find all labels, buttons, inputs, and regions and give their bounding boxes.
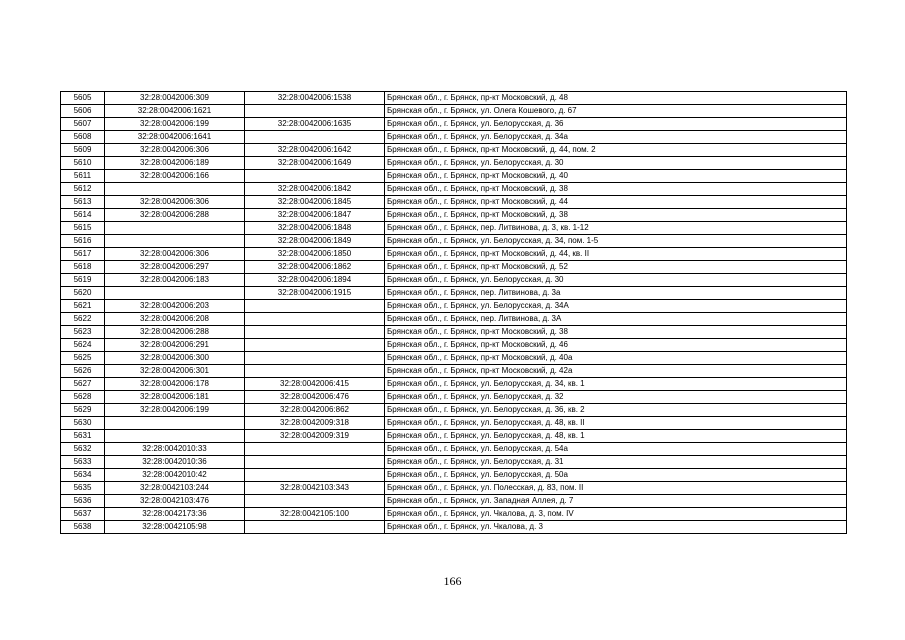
address-cell: Брянская обл., г. Брянск, пр-кт Московский, д. 52 [385,261,847,274]
building-cadastral-number-cell [245,443,385,456]
address-cell: Брянская обл., г. Брянск, пр-кт Московский, д. 40а [385,352,847,365]
row-number-cell: 5613 [61,196,105,209]
table-row [61,274,847,287]
building-cadastral-number-cell: 32:28:0042006:1849 [245,235,385,248]
building-cadastral-number-cell [245,131,385,144]
building-cadastral-number-cell [245,326,385,339]
building-cadastral-number-cell [245,456,385,469]
cadastral-number-cell: 32:28:0042006:288 [105,326,245,339]
building-cadastral-number-cell: 32:28:0042009:319 [245,430,385,443]
address-cell: Брянская обл., г. Брянск, ул. Чкалова, д. 3, пом. IV [385,508,847,521]
cadastral-number-cell: 32:28:0042105:98 [105,521,245,534]
building-cadastral-number-cell: 32:28:0042006:1848 [245,222,385,235]
cadastral-number-cell: 32:28:0042006:306 [105,144,245,157]
cadastral-number-cell [105,222,245,235]
cadastral-number-cell: 32:28:0042006:189 [105,157,245,170]
row-number-cell: 5624 [61,339,105,352]
table-row [61,118,847,131]
table-row [61,300,847,313]
building-cadastral-number-cell: 32:28:0042006:1642 [245,144,385,157]
row-number-cell: 5608 [61,131,105,144]
row-number-cell: 5631 [61,430,105,443]
building-cadastral-number-cell: 32:28:0042006:1915 [245,287,385,300]
address-cell: Брянская обл., г. Брянск, пр-кт Московский, д. 48 [385,92,847,105]
building-cadastral-number-cell [245,469,385,482]
cadastral-number-cell: 32:28:0042006:1621 [105,105,245,118]
table-row [61,326,847,339]
table-row [61,352,847,365]
address-cell: Брянская обл., г. Брянск, ул. Белорусская, д. 34, кв. 1 [385,378,847,391]
cadastral-number-cell: 32:28:0042006:309 [105,92,245,105]
table-body [61,92,847,534]
address-cell: Брянская обл., г. Брянск, пер. Литвинова, д. 3а [385,287,847,300]
address-cell: Брянская обл., г. Брянск, ул. Белорусская, д. 48, кв. II [385,417,847,430]
row-number-cell: 5634 [61,469,105,482]
address-cell: Брянская обл., г. Брянск, пр-кт Московский, д. 46 [385,339,847,352]
building-cadastral-number-cell [245,495,385,508]
row-number-cell: 5633 [61,456,105,469]
building-cadastral-number-cell [245,313,385,326]
address-cell: Брянская обл., г. Брянск, ул. Белорусская, д. 32 [385,391,847,404]
cadastral-number-cell: 32:28:0042006:183 [105,274,245,287]
row-number-cell: 5612 [61,183,105,196]
cadastral-number-cell: 32:28:0042010:42 [105,469,245,482]
cadastral-number-cell: 32:28:0042006:181 [105,391,245,404]
row-number-cell: 5626 [61,365,105,378]
row-number-cell: 5606 [61,105,105,118]
table-row [61,365,847,378]
table-row [61,92,847,105]
building-cadastral-number-cell [245,365,385,378]
address-cell: Брянская обл., г. Брянск, пр-кт Московский, д. 42а [385,365,847,378]
page-number: 166 [443,574,462,588]
table-row [61,430,847,443]
building-cadastral-number-cell [245,352,385,365]
table-row [61,261,847,274]
table-row [61,222,847,235]
row-number-cell: 5638 [61,521,105,534]
address-cell: Брянская обл., г. Брянск, ул. Олега Кошевого, д. 67 [385,105,847,118]
building-cadastral-number-cell: 32:28:0042006:1649 [245,157,385,170]
table-row [61,131,847,144]
cadastral-number-cell [105,235,245,248]
table-row [61,456,847,469]
cadastral-number-cell: 32:28:0042006:199 [105,404,245,417]
cadastral-number-cell: 32:28:0042006:301 [105,365,245,378]
building-cadastral-number-cell [245,521,385,534]
cadastral-number-cell: 32:28:0042006:297 [105,261,245,274]
building-cadastral-number-cell: 32:28:0042006:862 [245,404,385,417]
cadastral-number-cell: 32:28:0042103:476 [105,495,245,508]
address-cell: Брянская обл., г. Брянск, ул. Белорусская, д. 54а [385,443,847,456]
table-row [61,235,847,248]
address-cell: Брянская обл., г. Брянск, пер. Литвинова, д. 3А [385,313,847,326]
building-cadastral-number-cell: 32:28:0042006:415 [245,378,385,391]
cadastral-number-cell: 32:28:0042010:33 [105,443,245,456]
row-number-cell: 5620 [61,287,105,300]
table-row [61,287,847,300]
table-row [61,404,847,417]
address-cell: Брянская обл., г. Брянск, ул. Белорусская, д. 34А [385,300,847,313]
table-row [61,521,847,534]
building-cadastral-number-cell [245,300,385,313]
address-cell: Брянская обл., г. Брянск, пр-кт Московский, д. 44, пом. 2 [385,144,847,157]
row-number-cell: 5625 [61,352,105,365]
address-cell: Брянская обл., г. Брянск, ул. Белорусская, д. 34, пом. 1-5 [385,235,847,248]
row-number-cell: 5614 [61,209,105,222]
address-cell: Брянская обл., г. Брянск, пр-кт Московский, д. 40 [385,170,847,183]
table-row [61,391,847,404]
address-cell: Брянская обл., г. Брянск, пр-кт Московский, д. 38 [385,183,847,196]
row-number-cell: 5618 [61,261,105,274]
building-cadastral-number-cell: 32:28:0042006:1894 [245,274,385,287]
row-number-cell: 5621 [61,300,105,313]
row-number-cell: 5627 [61,378,105,391]
building-cadastral-number-cell: 32:28:0042006:1847 [245,209,385,222]
cadastral-number-cell [105,430,245,443]
row-number-cell: 5623 [61,326,105,339]
table-row [61,157,847,170]
row-number-cell: 5616 [61,235,105,248]
building-cadastral-number-cell: 32:28:0042006:1538 [245,92,385,105]
cadastral-number-cell: 32:28:0042010:36 [105,456,245,469]
row-number-cell: 5637 [61,508,105,521]
row-number-cell: 5635 [61,482,105,495]
building-cadastral-number-cell [245,105,385,118]
address-cell: Брянская обл., г. Брянск, пр-кт Московский, д. 38 [385,209,847,222]
building-cadastral-number-cell: 32:28:0042006:1862 [245,261,385,274]
row-number-cell: 5615 [61,222,105,235]
table-row [61,248,847,261]
building-cadastral-number-cell: 32:28:0042006:1635 [245,118,385,131]
table-row [61,339,847,352]
address-cell: Брянская обл., г. Брянск, ул. Чкалова, д. 3 [385,521,847,534]
address-cell: Брянская обл., г. Брянск, ул. Западная Аллея, д. 7 [385,495,847,508]
building-cadastral-number-cell: 32:28:0042006:476 [245,391,385,404]
building-cadastral-number-cell: 32:28:0042103:343 [245,482,385,495]
table-row [61,144,847,157]
table-row [61,313,847,326]
cadastral-number-cell: 32:28:0042006:291 [105,339,245,352]
building-cadastral-number-cell [245,170,385,183]
document-table [60,91,847,534]
row-number-cell: 5632 [61,443,105,456]
row-number-cell: 5629 [61,404,105,417]
cadastral-number-cell: 32:28:0042006:178 [105,378,245,391]
address-cell: Брянская обл., г. Брянск, ул. Белорусская, д. 34а [385,131,847,144]
cadastral-number-cell [105,183,245,196]
cadastral-number-cell: 32:28:0042006:166 [105,170,245,183]
table-row [61,495,847,508]
row-number-cell: 5607 [61,118,105,131]
table-row [61,378,847,391]
table-row [61,209,847,222]
table-row [61,508,847,521]
address-cell: Брянская обл., г. Брянск, ул. Белорусская, д. 36, кв. 2 [385,404,847,417]
address-cell: Брянская обл., г. Брянск, пр-кт Московский, д. 38 [385,326,847,339]
address-cell: Брянская обл., г. Брянск, ул. Белорусская, д. 48, кв. 1 [385,430,847,443]
row-number-cell: 5636 [61,495,105,508]
building-cadastral-number-cell [245,339,385,352]
cadastral-number-cell: 32:28:0042006:203 [105,300,245,313]
cadastral-number-cell: 32:28:0042006:306 [105,196,245,209]
row-number-cell: 5605 [61,92,105,105]
table-row [61,469,847,482]
address-cell: Брянская обл., г. Брянск, ул. Белорусская, д. 36 [385,118,847,131]
table-row [61,170,847,183]
address-cell: Брянская обл., г. Брянск, ул. Белорусская, д. 30 [385,157,847,170]
table-row [61,443,847,456]
cadastral-number-cell: 32:28:0042173:36 [105,508,245,521]
cadastral-number-cell [105,417,245,430]
cadastral-number-cell: 32:28:0042006:1641 [105,131,245,144]
row-number-cell: 5628 [61,391,105,404]
cadastral-number-cell: 32:28:0042103:244 [105,482,245,495]
row-number-cell: 5610 [61,157,105,170]
row-number-cell: 5622 [61,313,105,326]
cadastral-number-cell [105,287,245,300]
building-cadastral-number-cell: 32:28:0042006:1845 [245,196,385,209]
building-cadastral-number-cell: 32:28:0042105:100 [245,508,385,521]
address-cell: Брянская обл., г. Брянск, пр-кт Московский, д. 44 [385,196,847,209]
cadastral-number-cell: 32:28:0042006:199 [105,118,245,131]
row-number-cell: 5619 [61,274,105,287]
cadastral-number-cell: 32:28:0042006:288 [105,209,245,222]
row-number-cell: 5630 [61,417,105,430]
row-number-cell: 5611 [61,170,105,183]
table-row [61,482,847,495]
cadastral-number-cell: 32:28:0042006:300 [105,352,245,365]
building-cadastral-number-cell: 32:28:0042006:1842 [245,183,385,196]
address-cell: Брянская обл., г. Брянск, пр-кт Московский, д. 44, кв. II [385,248,847,261]
address-cell: Брянская обл., г. Брянск, пер. Литвинова, д. 3, кв. 1-12 [385,222,847,235]
building-cadastral-number-cell: 32:28:0042009:318 [245,417,385,430]
address-cell: Брянская обл., г. Брянск, ул. Белорусская, д. 31 [385,456,847,469]
table-row [61,183,847,196]
address-cell: Брянская обл., г. Брянск, ул. Белорусская, д. 50а [385,469,847,482]
cadastral-number-cell: 32:28:0042006:208 [105,313,245,326]
table-row [61,105,847,118]
cadastral-number-cell: 32:28:0042006:306 [105,248,245,261]
address-cell: Брянская обл., г. Брянск, ул. Белорусская, д. 30 [385,274,847,287]
address-cell: Брянская обл., г. Брянск, ул. Полесская, д. 83, пом. II [385,482,847,495]
building-cadastral-number-cell: 32:28:0042006:1850 [245,248,385,261]
table-row [61,196,847,209]
table-row [61,417,847,430]
row-number-cell: 5609 [61,144,105,157]
row-number-cell: 5617 [61,248,105,261]
